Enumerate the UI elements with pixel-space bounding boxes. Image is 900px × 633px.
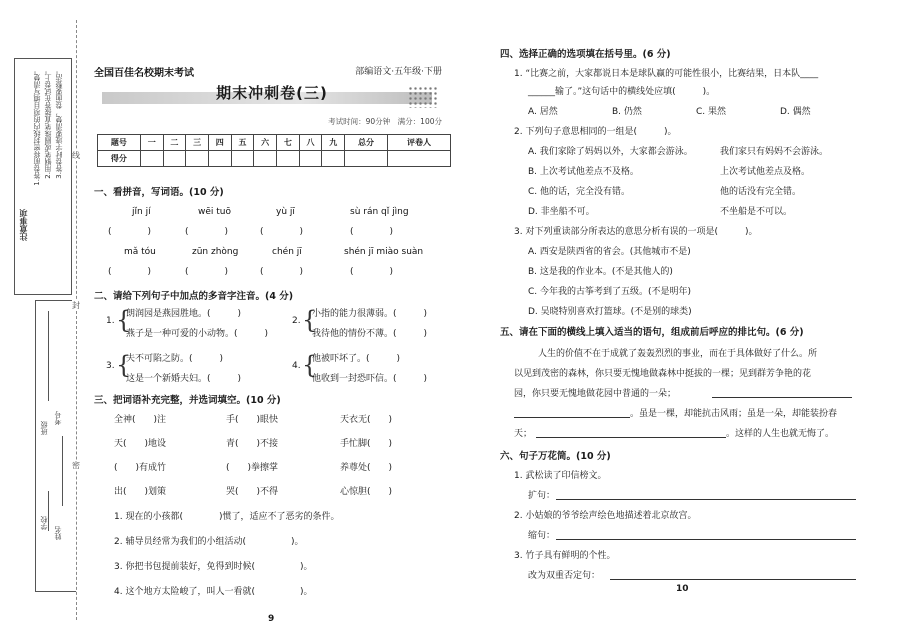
question-text: 1. “比赛之前，大家都说日本是球队赢的可能性很小，比赛结果，日本队____ <box>514 69 819 79</box>
fill-question[interactable]: 1. 现在的小孩都( )惯了，适应不了恶劣的条件。 <box>114 512 340 522</box>
score-head-cell: 七 <box>276 135 299 151</box>
option-pair: 我们家只有妈妈不会游泳。 <box>720 147 829 157</box>
pinyin: chén jī <box>272 247 302 257</box>
answer-label: 缩句： <box>528 531 556 541</box>
answer-box[interactable]: ( ) <box>260 227 304 237</box>
cut-mark-line: 线 <box>72 151 80 160</box>
idiom-blank[interactable]: ( )拳擦掌 <box>226 463 279 473</box>
passage-line: 园，你只要无愧地做花园中普通的一朵； <box>514 389 677 399</box>
pinyin: shén jī miào suàn <box>344 247 424 257</box>
item-line[interactable]: 朗润园是燕园胜地。( ) <box>126 309 242 319</box>
student-info-box <box>35 300 76 592</box>
item-number: 4. <box>292 361 301 371</box>
brace: { <box>302 351 318 379</box>
time-info: 考试时间：90分钟 满分：100分 <box>328 117 442 126</box>
option-pair: 上次考试他差点及格。 <box>720 167 811 177</box>
fill-question[interactable]: 4. 这个地方太险峻了，叫人一看就( )。 <box>114 587 313 597</box>
page-number-right: 10 <box>676 584 689 594</box>
option[interactable]: C. 果然 <box>696 107 727 117</box>
option[interactable]: B. 上次考试他差点不及格。 <box>528 167 639 177</box>
field-school: 学校 <box>40 516 48 530</box>
option[interactable]: A. 居然 <box>528 107 558 117</box>
item-line[interactable]: 夫不可陷之防。( ) <box>126 354 224 364</box>
option[interactable]: C. 今年我的古筝考到了五级。(不是明年) <box>528 287 692 297</box>
left-column <box>88 44 456 624</box>
exam-title: 期末冲刺卷(三) <box>216 84 328 102</box>
idiom-blank[interactable]: 天( )地设 <box>114 439 167 449</box>
score-head-cell: 一 <box>140 135 163 151</box>
answer-label: 改为双重否定句： <box>528 571 601 581</box>
pinyin: yù jī <box>276 207 295 217</box>
cut-mark-secret: 密 <box>72 461 80 470</box>
note-2: 2.用钢笔或圆珠笔直接答在试卷上。 <box>44 67 52 179</box>
notes-box <box>14 58 72 295</box>
passage-line: 。这样的人生也就无悔了。 <box>726 429 835 439</box>
section-2-title: 二、请给下列句子中加点的多音字注音。(4 分) <box>94 291 294 302</box>
score-head-cell: 评卷人 <box>387 135 450 151</box>
score-head-cell: 三 <box>186 135 209 151</box>
score-cell[interactable] <box>345 151 388 167</box>
score-head-cell: 四 <box>208 135 231 151</box>
grade-label: 部编语文·五年级·下册 <box>355 67 442 77</box>
item-line[interactable]: 他收到一封恐吓信。( ) <box>312 374 428 384</box>
note-3: 3.答卷时字迹要清楚，卷面要整洁。 <box>55 67 63 179</box>
answer-line[interactable] <box>556 499 856 500</box>
section-6-title: 六、句子万花筒。(10 分) <box>500 451 611 462</box>
sentence-question: 1. 武松读了印信榜文。 <box>514 471 607 481</box>
option[interactable]: C. 他的话，完全没有错。 <box>528 187 631 197</box>
notes-title: 注意事项 <box>19 209 28 241</box>
score-table-head <box>98 135 451 151</box>
item-number: 1. <box>106 316 115 326</box>
pinyin: mǎ tóu <box>124 247 156 257</box>
score-table <box>97 134 451 167</box>
score-cell[interactable] <box>140 151 163 167</box>
option[interactable]: A. 西安是陕西省的省会。(其他城市不是) <box>528 247 691 257</box>
answer-box[interactable]: ( ) <box>185 227 229 237</box>
item-line[interactable]: 燕子是一种可爱的小动物。( ) <box>126 329 269 339</box>
score-head-cell: 六 <box>254 135 277 151</box>
score-cell[interactable] <box>322 151 345 167</box>
score-cell[interactable] <box>276 151 299 167</box>
question-text[interactable]: 3. 对下列重读部分所表达的意思分析有误的一项是( )。 <box>514 227 758 237</box>
idiom-blank[interactable]: 养尊处( ) <box>340 463 393 473</box>
binding-strip <box>0 0 85 633</box>
brace: { <box>116 351 132 379</box>
answer-box[interactable]: ( ) <box>260 267 304 277</box>
answer-line[interactable] <box>536 437 726 438</box>
score-head-cell: 总分 <box>345 135 388 151</box>
section-3-title: 三、把词语补充完整，并选词填空。(10 分) <box>94 395 281 406</box>
idiom-blank[interactable]: 心惊胆( ) <box>340 487 393 497</box>
page-number-left: 9 <box>268 614 275 624</box>
answer-line[interactable] <box>712 397 852 398</box>
idiom-blank[interactable]: 青( )不接 <box>226 439 279 449</box>
pinyin: zūn zhòng <box>192 247 239 257</box>
score-head-cell: 五 <box>231 135 254 151</box>
idiom-blank[interactable]: 全神( )注 <box>114 415 167 425</box>
option[interactable]: B. 仍然 <box>612 107 642 117</box>
idiom-blank[interactable]: ( )有成竹 <box>114 463 167 473</box>
score-head-cell: 八 <box>299 135 322 151</box>
score-row-label: 得分 <box>98 151 141 167</box>
pinyin: wēi tuō <box>198 207 231 217</box>
score-cell[interactable] <box>254 151 277 167</box>
idiom-blank[interactable]: 手( )眼快 <box>226 415 279 425</box>
question-text[interactable]: 2. 下列句子意思相同的一组是( )。 <box>514 127 677 137</box>
note-1: 1.答卷前将密封线内的项目填写清楚。 <box>33 67 41 186</box>
sentence-question: 3. 竹子具有鲜明的个性。 <box>514 551 616 561</box>
score-cell[interactable] <box>387 151 450 167</box>
field-class: 班级 <box>40 421 48 435</box>
passage-line: 天； <box>514 429 533 439</box>
option[interactable]: A. 我们家除了妈妈以外，大家都会游泳。 <box>528 147 693 157</box>
item-line[interactable]: 这是一个新婚夫妇。( ) <box>126 374 242 384</box>
option-pair: 不坐船是不可以。 <box>720 207 793 217</box>
answer-box[interactable]: ( ) <box>350 267 394 277</box>
score-head-cell: 题号 <box>98 135 141 151</box>
option-pair: 他的话没有完全错。 <box>720 187 802 197</box>
item-number: 3. <box>106 361 115 371</box>
item-line[interactable]: 小指的能力很薄弱。( ) <box>312 309 428 319</box>
idiom-blank[interactable]: 手忙脚( ) <box>340 439 393 449</box>
item-line[interactable]: 我待他的情份不薄。( ) <box>312 329 428 339</box>
idiom-blank[interactable]: 天衣无( ) <box>340 415 393 425</box>
section-5-title: 五、请在下面的横线上填入适当的语句，组成前后呼应的排比句。(6 分) <box>500 327 804 338</box>
pinyin: sù rán qǐ jìng <box>350 207 409 217</box>
answer-box[interactable]: ( ) <box>350 227 394 237</box>
answer-box[interactable]: ( ) <box>108 267 152 277</box>
score-cell[interactable] <box>208 151 231 167</box>
answer-line[interactable] <box>514 417 630 418</box>
item-number: 2. <box>292 316 301 326</box>
fill-question[interactable]: 3. 你把书包提前装好，免得到时候( )。 <box>114 562 313 572</box>
field-number: 考号 <box>54 411 62 425</box>
answer-box[interactable]: ( ) <box>108 227 152 237</box>
idiom-blank[interactable]: 哭( )不得 <box>226 487 279 497</box>
score-head-cell: 九 <box>322 135 345 151</box>
question-text[interactable]: ______输了。”这句话中的横线处应填( )。 <box>528 87 716 97</box>
answer-line[interactable] <box>556 539 856 540</box>
field-name: 姓名 <box>54 526 62 540</box>
passage-line: 人生的价值不在于成就了轰轰烈烈的事业，而在于具体做好了什么。所 <box>538 349 818 359</box>
brace: { <box>116 306 132 334</box>
cut-mark-seal: 封 <box>72 301 80 310</box>
exam-header <box>88 44 456 126</box>
score-cell[interactable] <box>163 151 186 167</box>
option[interactable]: B. 这是我的作业本。(不是其他人的) <box>528 267 673 277</box>
score-cell[interactable] <box>231 151 254 167</box>
fill-question[interactable]: 2. 辅导员经常为我们的小组活动( )。 <box>114 537 304 547</box>
sentence-question: 2. 小姑娘的爷爷绘声绘色地描述着北京故宫。 <box>514 511 697 521</box>
option[interactable]: D. 非坐船不可。 <box>528 207 595 217</box>
passage-line: 。虽是一棵，却能抗击风雨；虽是一朵，却能装扮春 <box>630 409 838 419</box>
answer-line[interactable] <box>610 579 856 580</box>
seal-line <box>76 20 77 620</box>
score-cell[interactable] <box>186 151 209 167</box>
item-line[interactable]: 他被吓坏了。( ) <box>312 354 401 364</box>
option[interactable]: D. 吴晓特别喜欢打篮球。(不是别的球类) <box>528 307 692 317</box>
brand-label: 全国百佳名校期末考试 <box>94 68 194 79</box>
score-table-row <box>98 151 451 167</box>
score-cell[interactable] <box>299 151 322 167</box>
answer-box[interactable]: ( ) <box>185 267 229 277</box>
score-head-cell: 二 <box>163 135 186 151</box>
section-4-title: 四、选择正确的选项填在括号里。(6 分) <box>500 49 671 60</box>
section-1-title: 一、看拼音，写词语。(10 分) <box>94 187 224 198</box>
passage-line: 以见到茂密的森林，你只要无愧地做森林中挺拔的一棵；见到群芳争艳的花 <box>514 369 812 379</box>
brace: { <box>302 306 318 334</box>
idiom-blank[interactable]: 出( )划策 <box>114 487 167 497</box>
answer-label: 扩句： <box>528 491 556 501</box>
option[interactable]: D. 偶然 <box>780 107 811 117</box>
pinyin: jǐn jí <box>132 207 151 217</box>
